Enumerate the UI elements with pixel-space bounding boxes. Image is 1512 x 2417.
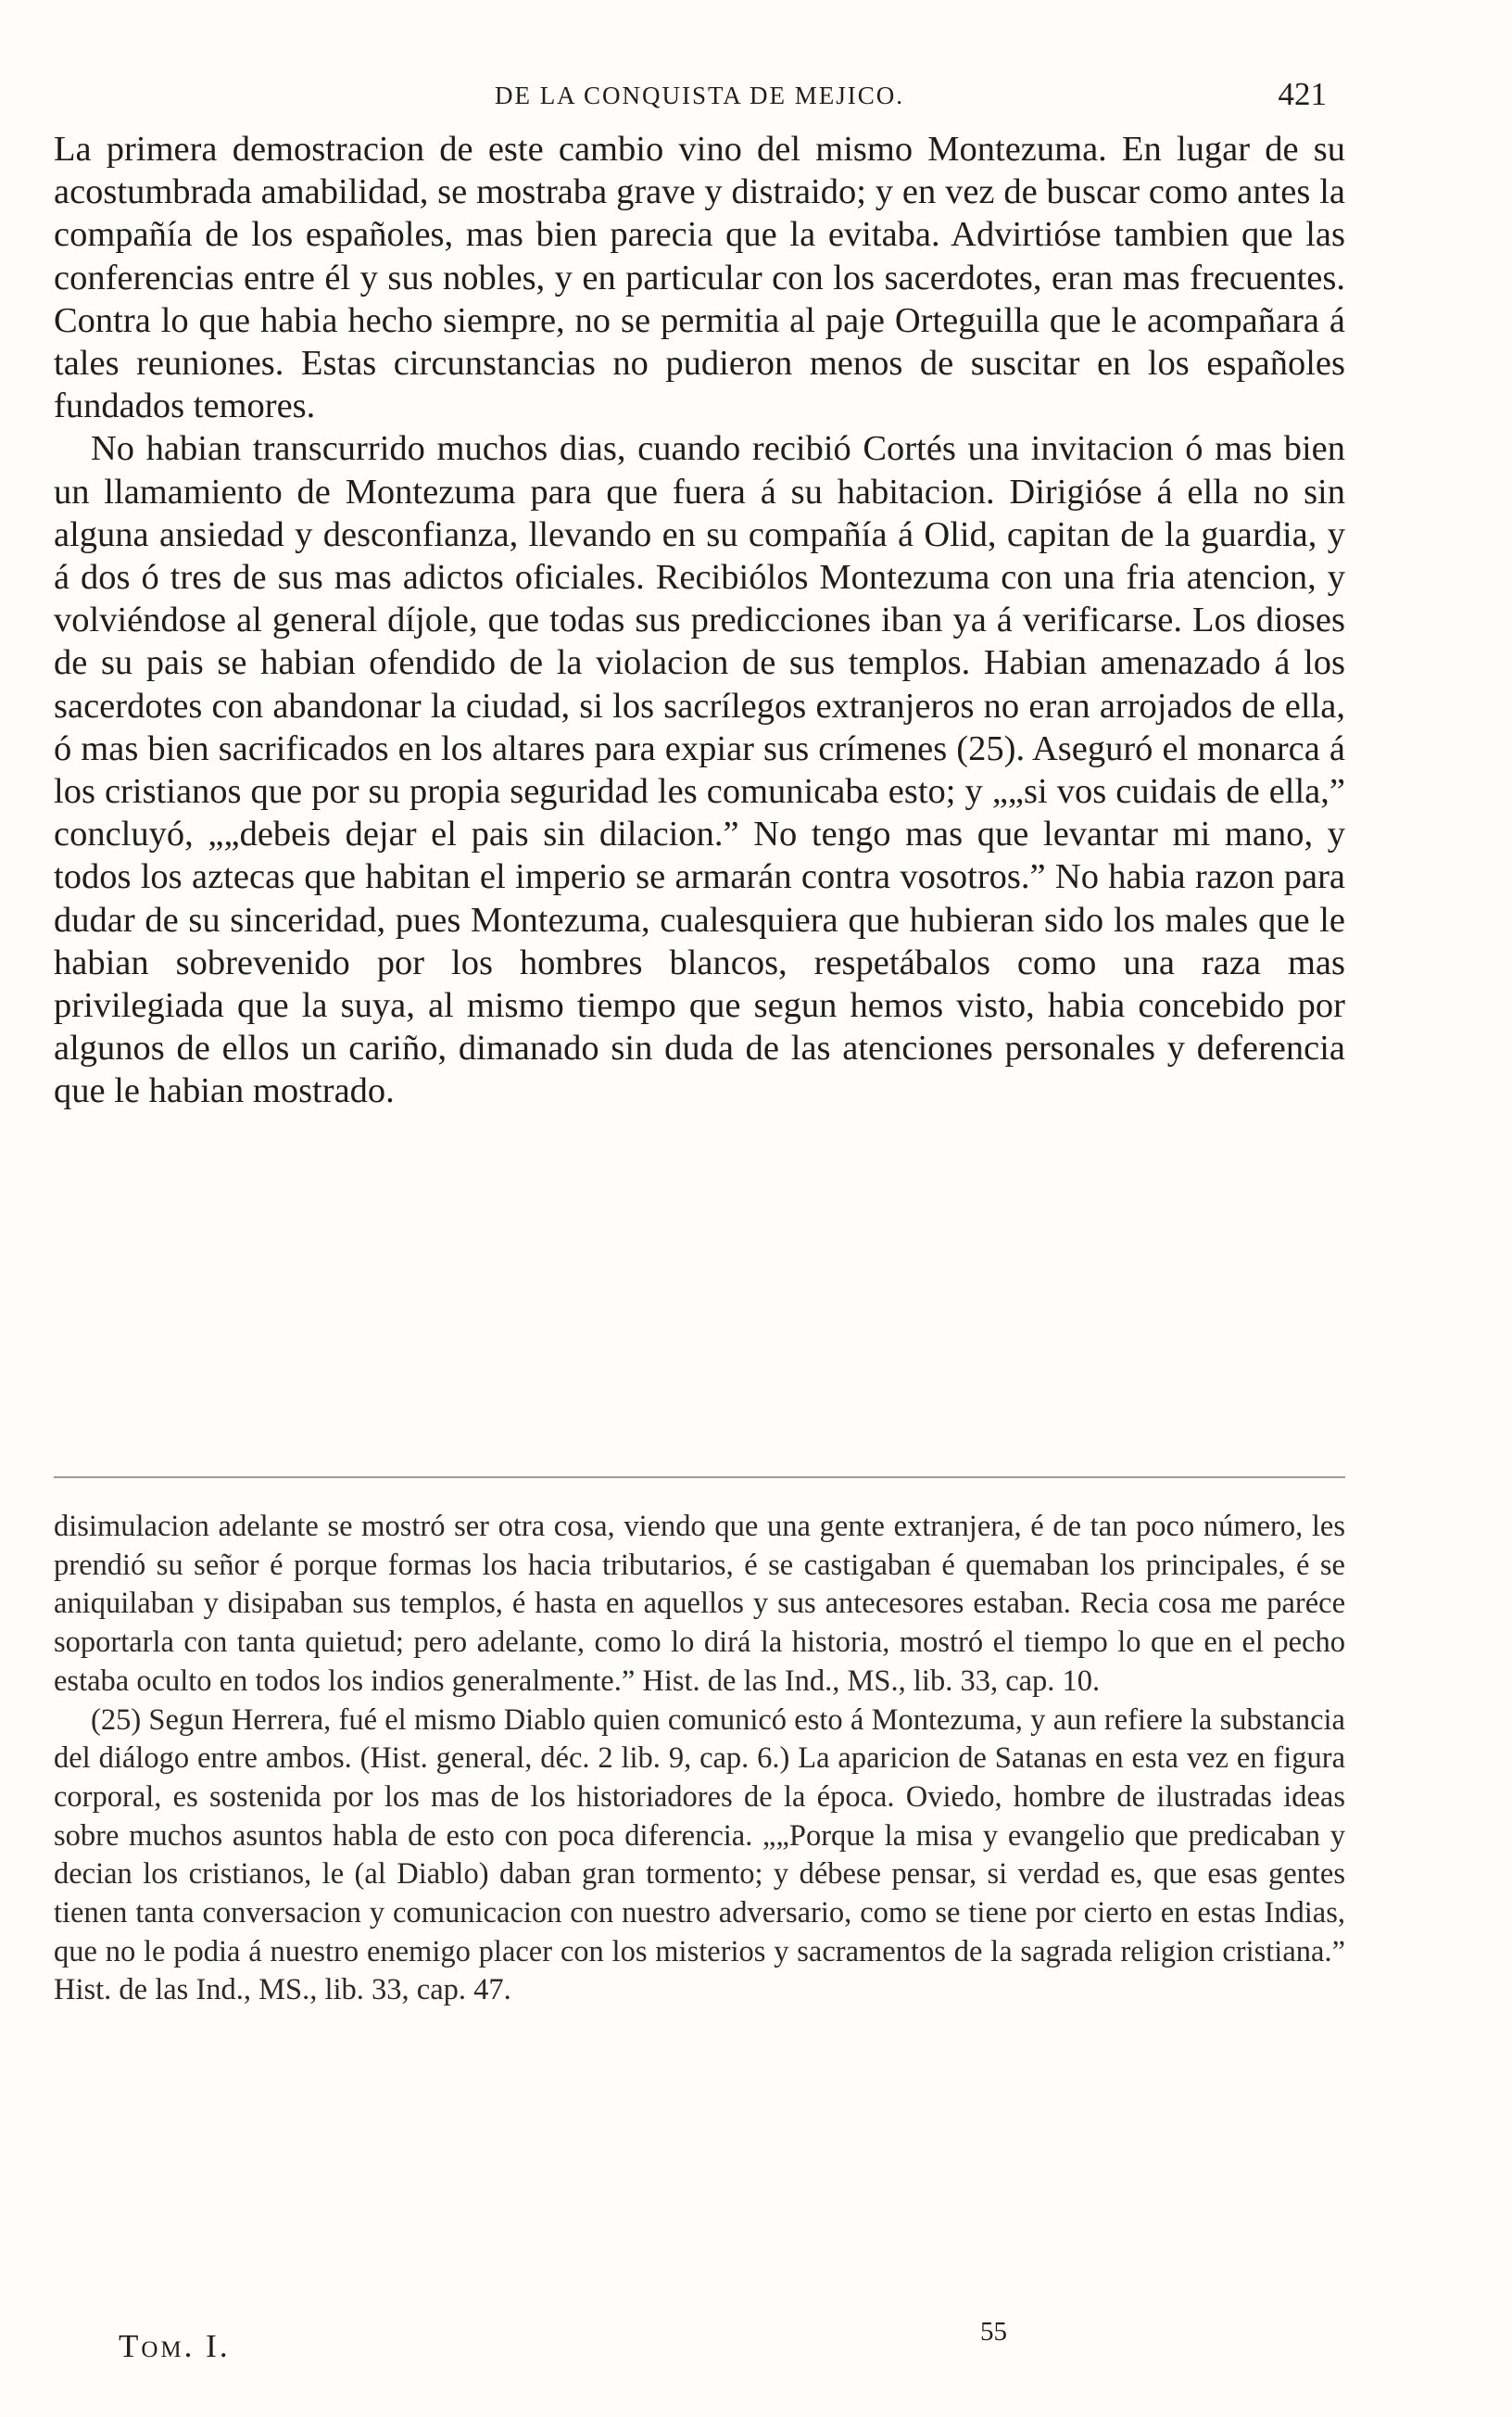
body-paragraph-2: No habian transcurrido muchos dias, cuando recibió Cortés una invitacion ó mas bien un llamamiento de Montezuma para que fuera á su habitacion. Dirigióse á ella no sin alguna ansiedad y desconfianza, llevando en su compañía á Olid, capitan de la guardia, y á dos ó tres de sus mas adictos oficiales. Recibiólos Montezuma con una fria atencion, y volviéndose al general díjole, que todas sus predicciones iban ya á verificarse. Los dioses de su pais se habian ofendido de la violacion de sus templos. Habian amenazado á los sacerdotes con abandonar la ciudad, si los sacrílegos extranjeros no eran arrojados de ella, ó mas bien sacrificados en los altares para expiar sus crímenes (25). Aseguró el monarca á los cristianos que por su propia seguridad les comunicaba esto; y „„si vos cuidais de ella,” concluyó, „„debeis dejar el pais sin dilacion.” No tengo mas que levantar mi mano, y todos los aztecas que habitan el imperio se armarán contra vosotros.” No habia razon para dudar de su sinceridad, pues Montezuma, cualesquiera que hubieran sido los males que le habian sobrevenido por los hombres blancos, respetábalos como una raza mas privilegiada que la suya, al mismo tiempo que segun hemos visto, habia concebido por algunos de ellos un cariño, dimanado sin duda de las atenciones personales y deferencia que le habian mostrado. [54, 429, 1345, 1111]
footnotes [54, 1508, 1345, 2010]
body-paragraph-1: La primera demostracion de este cambio vino del mismo Montezuma. En lugar de su acostumbrada amabilidad, se mostraba grave y distraido; y en vez de buscar como antes la compañía de los españoles, mas bien parecia que la evitaba. Advirtióse tambien que las conferencias entre él y sus nobles, y en particular con los sacerdotes, eran mas frecuentes. Contra lo que habia hecho siempre, no se permitia al paje Orteguilla que le acompañara á tales reuniones. Estas circunstancias no pudieron menos de suscitar en los españoles fundados temores. [54, 130, 1345, 426]
volume-mark: Tom. I. [119, 2328, 231, 2364]
running-header [54, 76, 1345, 119]
footnote-divider [54, 1476, 1345, 1478]
main-text [54, 128, 1345, 1113]
sheet-number: 55 [980, 2317, 1007, 2347]
footnote-25: (25) Segun Herrera, fué el mismo Diablo quien comunicó esto á Montezuma, y aun refiere la substancia del diálogo entre ambos. (Hist. general, déc. 2 lib. 9, cap. 6.) La aparicion de Satanas en esta vez en figura corporal, es sostenida por los mas de los historiadores de la época. Oviedo, hombre de ilustradas ideas sobre muchos asuntos habla de esto con poca diferencia. „„Porque la misa y evangelio que predicaban y decian los cristianos, le (al Diablo) daban gran tormento; y débese pensar, si verdad es, que esas gentes tienen tanta conversacion y comunicacion con nuestro adversario, como se tiene por cierto en estas Indias, que no le podia á nuestro enemigo placer con los misterios y sacramentos de la sagrada religion cristiana.” Hist. de las Ind., MS., lib. 33, cap. 47. [54, 1702, 1345, 2007]
page-footer [54, 2317, 1345, 2374]
page-number: 421 [1278, 76, 1327, 112]
running-title: DE LA CONQUISTA DE MEJICO. [494, 82, 905, 109]
footnote-continuation: disimulacion adelante se mostró ser otra cosa, viendo que una gente extranjera, é de tan poco número, les prendió su señor é porque formas los hacia tributarios, é se castigaban é quemaban los principales, é se aniquilaban y disipaban sus templos, é hasta en aquellos y sus antecesores estaban. Recia cosa me paréce soportarla con tanta quietud; pero adelante, como lo dirá la historia, mostró el tiempo lo que en el pecho estaba oculto en todos los indios generalmente.” Hist. de las Ind., MS., lib. 33, cap. 10. [54, 1510, 1345, 1698]
